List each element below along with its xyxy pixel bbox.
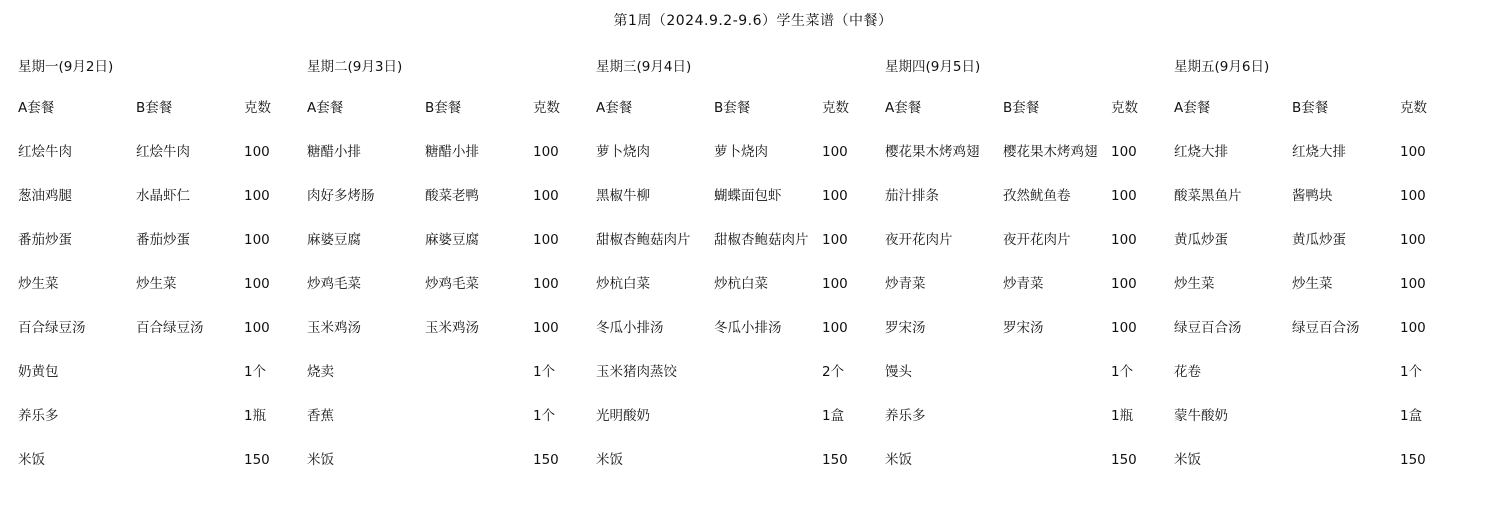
menu-item: 冬瓜小排汤 xyxy=(714,320,782,336)
grams-value: 100 xyxy=(1111,188,1137,204)
menu-item: 炒生菜 xyxy=(1292,276,1333,292)
column-grams xyxy=(1400,100,1445,496)
menu-item: 甜椒杏鲍菇肉片 xyxy=(714,232,809,248)
menu-item: 糖醋小排 xyxy=(307,144,361,160)
menu-item: 罗宋汤 xyxy=(1003,320,1044,336)
menu-item: 烧卖 xyxy=(307,364,334,380)
menu-item: 炒青菜 xyxy=(885,276,926,292)
menu-item: 养乐多 xyxy=(18,408,59,424)
grams-value: 150 xyxy=(1400,452,1426,468)
menu-item xyxy=(1003,452,1111,496)
grams-value: 1盒 xyxy=(1400,408,1423,424)
day-header: 星期四(9月5日) xyxy=(885,59,981,75)
menu-item: 米饭 xyxy=(307,452,334,468)
week-columns xyxy=(0,56,1506,496)
column-header-a: A套餐 xyxy=(885,100,922,116)
grams-value: 2个 xyxy=(822,364,845,380)
grams-value: 100 xyxy=(1400,276,1426,292)
menu-item: 冬瓜小排汤 xyxy=(596,320,664,336)
column-a-set xyxy=(307,100,425,496)
grams-value: 100 xyxy=(822,320,848,336)
grams-value: 100 xyxy=(244,144,270,160)
grams-value: 100 xyxy=(244,320,270,336)
day-table xyxy=(289,100,578,496)
menu-item: 夜开花肉片 xyxy=(885,232,953,248)
menu-item: 米饭 xyxy=(18,452,45,468)
grams-value: 100 xyxy=(533,276,559,292)
day-table xyxy=(867,100,1156,496)
day-column-monday xyxy=(0,56,289,496)
menu-item: 玉米猪肉蒸饺 xyxy=(596,364,677,380)
column-header-a: A套餐 xyxy=(1174,100,1211,116)
menu-item xyxy=(714,364,822,408)
menu-item: 番茄炒蛋 xyxy=(18,232,72,248)
menu-item xyxy=(136,364,244,408)
column-grams xyxy=(1111,100,1156,496)
day-column-tuesday xyxy=(289,56,578,496)
menu-item: 绿豆百合汤 xyxy=(1174,320,1242,336)
menu-item xyxy=(1292,364,1400,408)
page-title: 第1周（2024.9.2-9.6）学生菜谱（中餐） xyxy=(613,13,893,29)
column-a-set xyxy=(885,100,1003,496)
grams-value: 100 xyxy=(533,144,559,160)
menu-item: 馒头 xyxy=(885,364,912,380)
column-a-set xyxy=(1174,100,1292,496)
menu-item: 红烩牛肉 xyxy=(136,144,190,160)
menu-item: 黄瓜炒蛋 xyxy=(1174,232,1228,248)
menu-item xyxy=(1003,364,1111,408)
menu-item: 炒青菜 xyxy=(1003,276,1044,292)
grams-value: 100 xyxy=(533,188,559,204)
day-column-wednesday xyxy=(578,56,867,496)
menu-item: 光明酸奶 xyxy=(596,408,650,424)
column-b-set xyxy=(1292,100,1400,496)
menu-item: 黑椒牛柳 xyxy=(596,188,650,204)
menu-item: 奶黄包 xyxy=(18,364,59,380)
menu-item: 炒鸡毛菜 xyxy=(307,276,361,292)
menu-item: 酱鸭块 xyxy=(1292,188,1333,204)
menu-item xyxy=(136,452,244,496)
menu-item: 花卷 xyxy=(1174,364,1201,380)
grams-value: 1盒 xyxy=(822,408,845,424)
grams-value: 100 xyxy=(1111,320,1137,336)
grams-value: 100 xyxy=(244,188,270,204)
menu-item xyxy=(714,408,822,452)
menu-item: 米饭 xyxy=(885,452,912,468)
column-a-set xyxy=(596,100,714,496)
menu-item: 红烧大排 xyxy=(1174,144,1228,160)
grams-value: 100 xyxy=(1111,232,1137,248)
column-header-a: A套餐 xyxy=(596,100,633,116)
grams-value: 150 xyxy=(533,452,559,468)
menu-item xyxy=(1003,408,1111,452)
column-header-b: B套餐 xyxy=(714,100,751,116)
grams-value: 100 xyxy=(1400,144,1426,160)
menu-item: 糖醋小排 xyxy=(425,144,479,160)
day-table xyxy=(0,100,289,496)
column-header-grams: 克数 xyxy=(822,100,849,116)
grams-value: 100 xyxy=(822,276,848,292)
menu-item: 甜椒杏鲍菇肉片 xyxy=(596,232,691,248)
grams-value: 100 xyxy=(1400,232,1426,248)
menu-item: 孜然鱿鱼卷 xyxy=(1003,188,1071,204)
column-b-set xyxy=(1003,100,1111,496)
menu-item xyxy=(1292,452,1400,496)
grams-value: 1个 xyxy=(533,364,556,380)
day-column-friday xyxy=(1156,56,1445,496)
menu-item: 萝卜烧肉 xyxy=(714,144,768,160)
column-a-set xyxy=(18,100,136,496)
column-header-b: B套餐 xyxy=(136,100,173,116)
grams-value: 1个 xyxy=(244,364,267,380)
column-b-set xyxy=(136,100,244,496)
grams-value: 1个 xyxy=(1400,364,1423,380)
grams-value: 1个 xyxy=(533,408,556,424)
column-header-grams: 克数 xyxy=(533,100,560,116)
menu-item: 炒鸡毛菜 xyxy=(425,276,479,292)
menu-item: 茄汁排条 xyxy=(885,188,939,204)
menu-item xyxy=(136,408,244,452)
grams-value: 1瓶 xyxy=(1111,408,1134,424)
grams-value: 100 xyxy=(533,232,559,248)
grams-value: 100 xyxy=(244,276,270,292)
menu-item: 酸菜黑鱼片 xyxy=(1174,188,1242,204)
grams-value: 100 xyxy=(822,188,848,204)
menu-item xyxy=(1292,408,1400,452)
menu-item: 黄瓜炒蛋 xyxy=(1292,232,1346,248)
column-header-a: A套餐 xyxy=(307,100,344,116)
grams-value: 1个 xyxy=(1111,364,1134,380)
menu-item: 罗宋汤 xyxy=(885,320,926,336)
column-b-set xyxy=(425,100,533,496)
menu-item: 麻婆豆腐 xyxy=(307,232,361,248)
menu-item xyxy=(425,452,533,496)
grams-value: 100 xyxy=(822,232,848,248)
menu-item: 樱花果木烤鸡翅 xyxy=(885,144,980,160)
day-header: 星期三(9月4日) xyxy=(596,59,692,75)
column-header-grams: 克数 xyxy=(244,100,271,116)
grams-value: 150 xyxy=(244,452,270,468)
menu-item: 香蕉 xyxy=(307,408,334,424)
menu-item: 酸菜老鸭 xyxy=(425,188,479,204)
menu-item: 炒生菜 xyxy=(18,276,59,292)
menu-item: 炒生菜 xyxy=(1174,276,1215,292)
menu-item: 百合绿豆汤 xyxy=(136,320,204,336)
menu-item xyxy=(425,364,533,408)
menu-item: 蝴蝶面包虾 xyxy=(714,188,782,204)
column-header-b: B套餐 xyxy=(425,100,462,116)
menu-item: 米饭 xyxy=(1174,452,1201,468)
menu-item xyxy=(425,408,533,452)
grams-value: 100 xyxy=(1400,320,1426,336)
grams-value: 100 xyxy=(533,320,559,336)
menu-item: 炒杭白菜 xyxy=(714,276,768,292)
menu-item: 麻婆豆腐 xyxy=(425,232,479,248)
column-header-grams: 克数 xyxy=(1111,100,1138,116)
menu-item: 肉好多烤肠 xyxy=(307,188,375,204)
grams-value: 100 xyxy=(1400,188,1426,204)
grams-value: 100 xyxy=(1111,276,1137,292)
grams-value: 100 xyxy=(244,232,270,248)
day-header: 星期二(9月3日) xyxy=(307,59,403,75)
column-grams xyxy=(822,100,867,496)
menu-item xyxy=(714,452,822,496)
column-grams xyxy=(533,100,578,496)
grams-value: 150 xyxy=(822,452,848,468)
day-column-thursday xyxy=(867,56,1156,496)
column-b-set xyxy=(714,100,822,496)
menu-item: 红烧大排 xyxy=(1292,144,1346,160)
menu-item: 养乐多 xyxy=(885,408,926,424)
grams-value: 150 xyxy=(1111,452,1137,468)
menu-item: 蒙牛酸奶 xyxy=(1174,408,1228,424)
day-header: 星期一(9月2日) xyxy=(18,59,114,75)
column-header-a: A套餐 xyxy=(18,100,55,116)
column-header-b: B套餐 xyxy=(1292,100,1329,116)
menu-item: 萝卜烧肉 xyxy=(596,144,650,160)
menu-item: 葱油鸡腿 xyxy=(18,188,72,204)
menu-item: 樱花果木烤鸡翅 xyxy=(1003,144,1098,160)
menu-item: 百合绿豆汤 xyxy=(18,320,86,336)
menu-item: 炒生菜 xyxy=(136,276,177,292)
menu-item: 红烩牛肉 xyxy=(18,144,72,160)
menu-item: 玉米鸡汤 xyxy=(307,320,361,336)
menu-item: 玉米鸡汤 xyxy=(425,320,479,336)
menu-item: 炒杭白菜 xyxy=(596,276,650,292)
grams-value: 100 xyxy=(822,144,848,160)
menu-item: 水晶虾仁 xyxy=(136,188,190,204)
menu-item: 绿豆百合汤 xyxy=(1292,320,1360,336)
day-table xyxy=(1156,100,1445,496)
menu-item: 夜开花肉片 xyxy=(1003,232,1071,248)
grams-value: 1瓶 xyxy=(244,408,267,424)
day-table xyxy=(578,100,867,496)
menu-item: 番茄炒蛋 xyxy=(136,232,190,248)
column-header-grams: 克数 xyxy=(1400,100,1427,116)
day-header: 星期五(9月6日) xyxy=(1174,59,1270,75)
grams-value: 100 xyxy=(1111,144,1137,160)
menu-item: 米饭 xyxy=(596,452,623,468)
column-header-b: B套餐 xyxy=(1003,100,1040,116)
column-grams xyxy=(244,100,289,496)
